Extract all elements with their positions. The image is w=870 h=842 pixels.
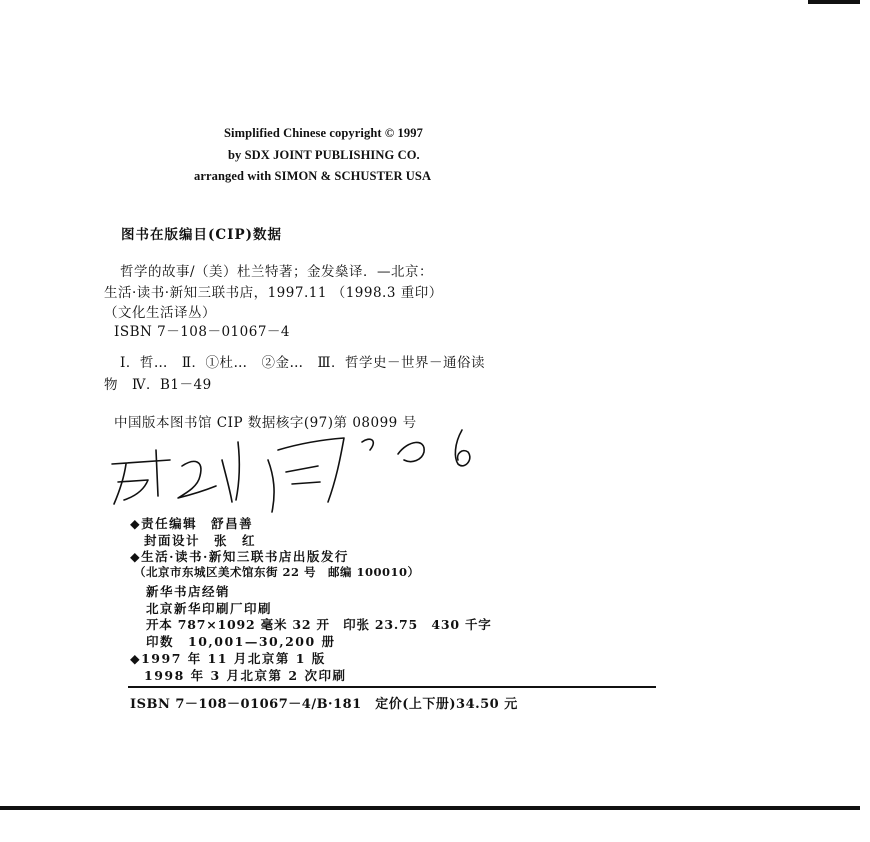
cip-entry-line-2: 生活·读书·新知三联书店，1997.11 （1998.3 重印） — [104, 285, 443, 301]
imprint-rule — [128, 686, 656, 688]
imprint-designer: 封面设计 张 红 — [144, 533, 257, 548]
imprint-editor: ◆责任编辑 舒昌善 — [130, 516, 254, 531]
cip-class-line-2: 物 Ⅳ．B1－49 — [104, 377, 212, 393]
cip-verification: 中国版本图书馆 CIP 数据核字(97)第 08099 号 — [114, 415, 417, 431]
cip-heading: 图书在版编目(CIP)数据 — [121, 227, 282, 243]
cip-class-line-1: Ⅰ．哲… Ⅱ．①杜… ②金… Ⅲ．哲学史－世界－通俗读 — [120, 355, 486, 371]
isbn-price-line: ISBN 7－108－01067－4/B·181 定价(上下册)34.50 元 — [130, 697, 518, 712]
imprint-first-edition: ◆1997 年 11 月北京第 1 版 — [130, 651, 326, 666]
copyright-line-2: by SDX JOINT PUBLISHING CO. — [228, 148, 420, 162]
copyright-line-1: Simplified Chinese copyright © 1997 — [224, 126, 423, 140]
imprint-address: （北京市东城区美术馆东街 22 号 邮编 100010） — [134, 565, 420, 579]
cip-entry-line-3: （文化生活译丛） — [104, 305, 216, 321]
copyright-line-3: arranged with SIMON & SCHUSTER USA — [194, 169, 432, 183]
imprint-publisher: ◆生活·读书·新知三联书店出版发行 — [130, 549, 349, 564]
imprint-printer: 北京新华印刷厂印刷 — [146, 601, 273, 616]
cip-isbn: ISBN 7－108－01067－4 — [114, 324, 290, 340]
page-bottom-edge — [0, 806, 860, 810]
imprint-print-run: 印数 10,001—30,200 册 — [146, 634, 336, 649]
imprint-format: 开本 787×1092 毫米 32 开 印张 23.75 430 千字 — [146, 617, 492, 632]
scan-corner-mark — [808, 0, 860, 4]
cip-entry-line-1: 哲学的故事/（美）杜兰特著；金发燊译．—北京： — [120, 264, 434, 280]
imprint-distributor: 新华书店经销 — [146, 584, 231, 599]
imprint-reprint: 1998 年 3 月北京第 2 次印刷 — [144, 668, 347, 683]
